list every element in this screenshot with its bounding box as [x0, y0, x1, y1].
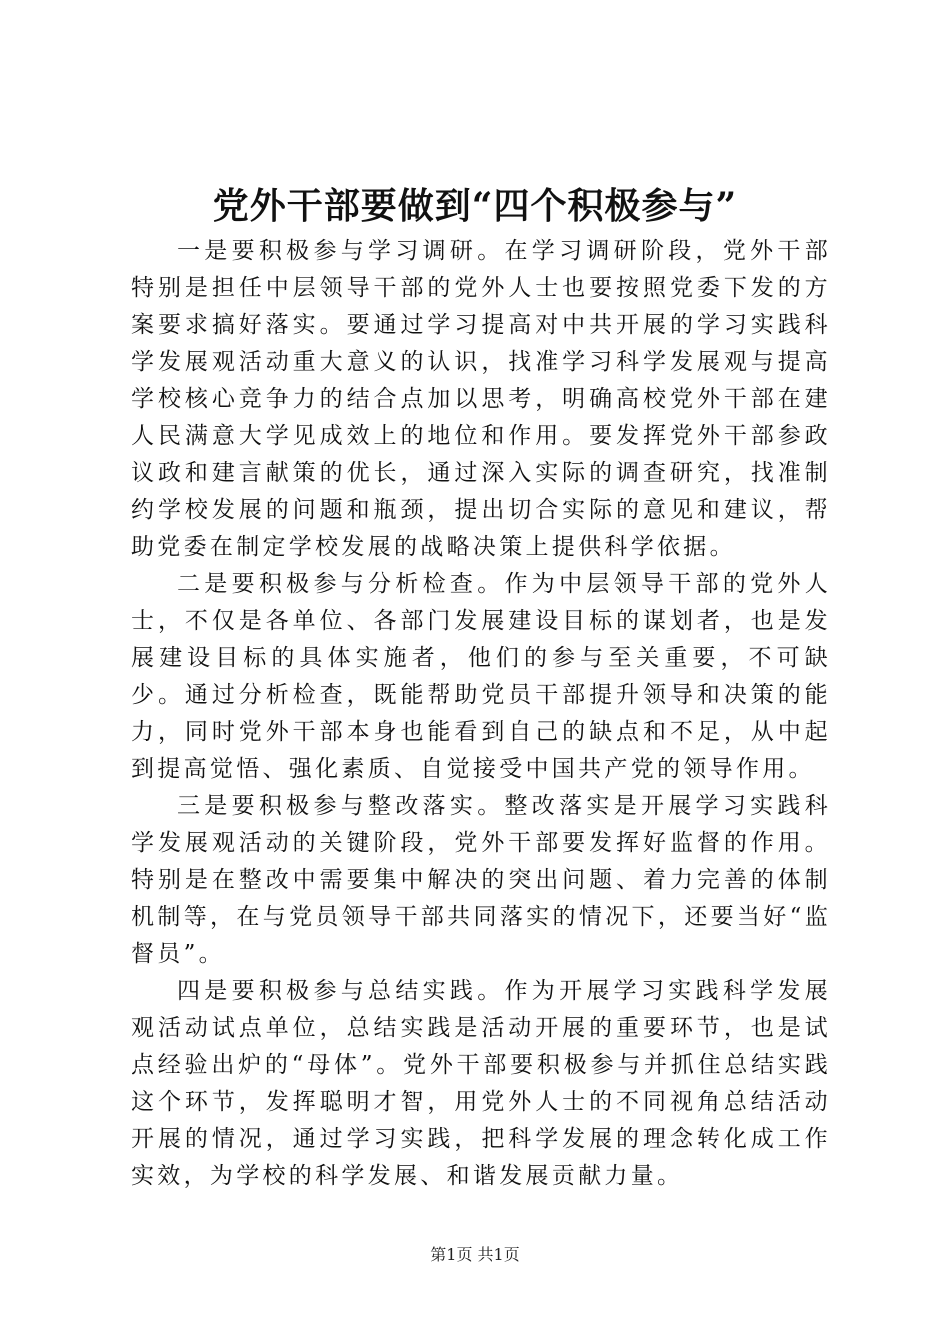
- paragraph-1: 一是要积极参与学习调研。在学习调研阶段，党外干部特别是担任中层领导干部的党外人士也要按照党委下发的方案要求搞好落实。要通过学习提高对中共开展的学习实践科学发展观活动重大意义的认识，找准学习科学发展观与提高学校核心竞争力的结合点加以思考，明确高校党外干部在建人民满意大学见成效上的地位和作用。要发挥党外干部参政议政和建言献策的优长，通过深入实际的调查研究，找准制约学校发展的问题和瓶颈，提出切合实际的意见和建议，帮助党委在制定学校发展的战略决策上提供科学依据。: [131, 238, 831, 560]
- paragraph-4: 四是要积极参与总结实践。作为开展学习实践科学发展观活动试点单位，总结实践是活动开展的重要环节，也是试点经验出炉的“母体”。党外干部要积极参与并抓住总结实践这个环节，发挥聪明才智，用党外人士的不同视角总结活动开展的情况，通过学习实践，把科学发展的理念转化成工作实效，为学校的科学发展、和谐发展贡献力量。: [131, 978, 831, 1189]
- paragraph-3: 三是要积极参与整改落实。整改落实是开展学习实践科学发展观活动的关键阶段，党外干部要发挥好监督的作用。特别是在整改中需要集中解决的突出问题、着力完善的体制机制等，在与党员领导干部共同落实的情况下，还要当好“监督员”。: [131, 793, 831, 967]
- document-body: [131, 233, 831, 1195]
- paragraph-2: 二是要积极参与分析检查。作为中层领导干部的党外人士，不仅是各单位、各部门发展建设目标的谋划者，也是发展建设目标的具体实施者，他们的参与至关重要，不可缺少。通过分析检查，既能帮助党员干部提升领导和决策的能力，同时党外干部本身也能看到自己的缺点和不足，从中起到提高觉悟、强化素质、自觉接受中国共产党的领导作用。: [131, 571, 831, 782]
- page-footer: 第1页 共1页: [430, 1245, 520, 1264]
- document-title: 党外干部要做到“四个积极参与”: [212, 185, 738, 227]
